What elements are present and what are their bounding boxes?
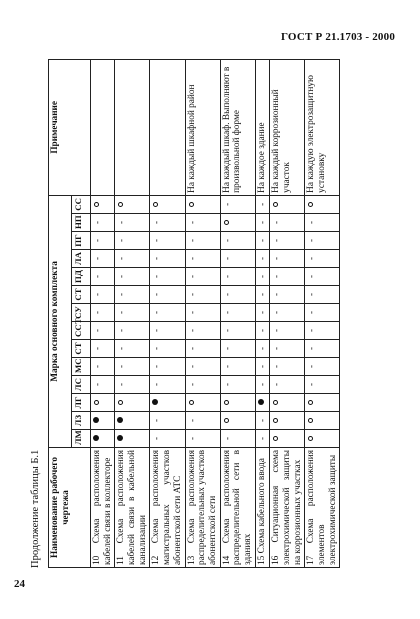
mark-cell <box>150 214 185 232</box>
mark-cell <box>185 358 220 376</box>
mark-column-header: МС <box>72 358 91 376</box>
mark-cell <box>305 340 340 358</box>
mark-cell <box>255 376 270 394</box>
dash-icon: - <box>221 293 232 296</box>
mark-column-header: ССТ <box>72 322 91 340</box>
mark-cell <box>185 430 220 448</box>
mark-cell <box>91 195 115 213</box>
mark-cell <box>150 430 185 448</box>
filled-dot-icon <box>93 418 99 424</box>
dash-icon: - <box>151 239 162 242</box>
mark-cell <box>115 340 150 358</box>
rotated-table-block <box>30 60 396 568</box>
mark-cell <box>115 214 150 232</box>
dash-icon: - <box>271 221 282 224</box>
mark-cell <box>150 340 185 358</box>
dash-icon: - <box>221 329 232 332</box>
mark-cell <box>305 394 340 412</box>
mark-cell <box>255 340 270 358</box>
dash-icon: - <box>256 347 267 350</box>
mark-cell <box>305 232 340 250</box>
mark-cell <box>115 358 150 376</box>
mark-cell <box>220 394 255 412</box>
dash-icon: - <box>186 365 197 368</box>
open-circle-icon <box>308 202 313 207</box>
marks-table <box>48 59 340 568</box>
mark-cell <box>150 268 185 286</box>
mark-cell <box>185 286 220 304</box>
mark-cell <box>185 232 220 250</box>
mark-cell <box>255 250 270 268</box>
dash-icon: - <box>256 202 267 206</box>
mark-cell <box>91 412 115 430</box>
dash-icon: - <box>92 275 102 278</box>
mark-column-header: ПГ <box>72 232 91 250</box>
mark-cell <box>150 412 185 430</box>
dash-icon: - <box>186 275 197 278</box>
mark-column-header: ЛЗ <box>72 412 91 430</box>
mark-cell <box>270 358 305 376</box>
row-note <box>115 59 150 195</box>
dash-icon: - <box>221 239 232 242</box>
mark-cell <box>270 340 305 358</box>
open-circle-icon <box>224 400 229 405</box>
mark-cell <box>150 376 185 394</box>
dash-icon: - <box>92 365 102 368</box>
mark-cell <box>220 250 255 268</box>
dash-icon: - <box>256 257 267 260</box>
dash-icon: - <box>306 383 317 386</box>
dash-icon: - <box>116 293 127 296</box>
dash-icon: - <box>221 383 232 386</box>
dash-icon: - <box>186 221 197 224</box>
mark-cell <box>91 214 115 232</box>
mark-cell <box>185 394 220 412</box>
row-note: На каждый шкаф. Выполняют в произвольной форме <box>220 59 255 195</box>
mark-cell <box>270 412 305 430</box>
mark-cell <box>255 214 270 232</box>
open-circle-icon <box>153 202 158 207</box>
row-note: На каждый коррозионный участок <box>270 59 305 195</box>
page-number: 24 <box>14 578 25 590</box>
row-name: 14 Схема расположения распределительной сети в зданиях <box>220 448 255 568</box>
table-row <box>185 59 220 567</box>
mark-cell <box>305 412 340 430</box>
mark-cell <box>220 268 255 286</box>
mark-cell <box>150 304 185 322</box>
mark-column-header: СС <box>72 195 91 213</box>
mark-cell <box>305 286 340 304</box>
dash-icon: - <box>116 347 127 350</box>
dash-icon: - <box>256 383 267 386</box>
dash-icon: - <box>221 275 232 278</box>
mark-cell <box>270 214 305 232</box>
dash-icon: - <box>116 383 127 386</box>
dash-icon: - <box>186 239 197 242</box>
mark-cell <box>91 430 115 448</box>
dash-icon: - <box>186 437 197 440</box>
row-note: На каждый шкафной район <box>185 59 220 195</box>
open-circle-icon <box>94 400 99 405</box>
mark-cell <box>270 195 305 213</box>
dash-icon: - <box>151 329 162 332</box>
dash-icon: - <box>256 275 267 278</box>
mark-cell <box>150 250 185 268</box>
dash-icon: - <box>256 311 267 314</box>
mark-cell <box>150 394 185 412</box>
mark-cell <box>150 358 185 376</box>
mark-column-header: НП <box>72 214 91 232</box>
filled-dot-icon <box>152 400 158 406</box>
dash-icon: - <box>151 293 162 296</box>
mark-cell <box>220 286 255 304</box>
mark-column-header: СТ <box>72 340 91 358</box>
mark-cell <box>91 322 115 340</box>
mark-cell <box>305 268 340 286</box>
dash-icon: - <box>271 329 282 332</box>
mark-cell <box>220 195 255 213</box>
mark-cell <box>305 358 340 376</box>
mark-cell <box>91 340 115 358</box>
mark-cell <box>220 358 255 376</box>
mark-column-header: ПД <box>72 268 91 286</box>
mark-cell <box>185 340 220 358</box>
dash-icon: - <box>186 257 197 260</box>
mark-cell <box>115 322 150 340</box>
mark-cell <box>115 250 150 268</box>
mark-cell <box>270 304 305 322</box>
mark-cell <box>220 322 255 340</box>
row-name: 12 Схема расположения магистральных участков абонентской сети АТС <box>150 448 185 568</box>
dash-icon: - <box>186 311 197 314</box>
mark-cell <box>305 214 340 232</box>
table-row <box>305 59 340 567</box>
dash-icon: - <box>92 293 102 296</box>
mark-column-header: ЛС <box>72 376 91 394</box>
dash-icon: - <box>151 383 162 386</box>
mark-cell <box>185 376 220 394</box>
mark-cell <box>270 232 305 250</box>
mark-cell <box>255 412 270 430</box>
dash-icon: - <box>306 257 317 260</box>
dash-icon: - <box>271 239 282 242</box>
mark-cell <box>150 195 185 213</box>
dash-icon: - <box>92 347 102 350</box>
dash-icon: - <box>256 437 267 440</box>
dash-icon: - <box>271 293 282 296</box>
dash-icon: - <box>116 311 127 314</box>
mark-cell <box>220 376 255 394</box>
dash-icon: - <box>186 293 197 296</box>
mark-cell <box>220 340 255 358</box>
row-note <box>91 59 115 195</box>
mark-cell <box>91 376 115 394</box>
mark-column-header: СТ <box>72 286 91 304</box>
mark-cell <box>115 232 150 250</box>
row-name: 10 Схема расположения кабелей связи в коллекторе <box>91 448 115 568</box>
dash-icon: - <box>151 257 162 260</box>
dash-icon: - <box>186 329 197 332</box>
dash-icon: - <box>186 347 197 350</box>
dash-icon: - <box>116 275 127 278</box>
dash-icon: - <box>221 257 232 260</box>
dash-icon: - <box>271 347 282 350</box>
open-circle-icon <box>224 220 229 225</box>
dash-icon: - <box>306 347 317 350</box>
dash-icon: - <box>221 347 232 350</box>
dash-icon: - <box>271 257 282 260</box>
mark-cell <box>220 304 255 322</box>
dash-icon: - <box>256 329 267 332</box>
mark-cell <box>255 394 270 412</box>
mark-cell <box>115 394 150 412</box>
dash-icon: - <box>256 221 267 224</box>
dash-icon: - <box>186 419 197 422</box>
dash-icon: - <box>151 419 162 422</box>
table-row <box>270 59 305 567</box>
dash-icon: - <box>306 221 317 224</box>
mark-cell <box>305 250 340 268</box>
dash-icon: - <box>92 239 102 242</box>
open-circle-icon <box>118 400 123 405</box>
dash-icon: - <box>151 275 162 278</box>
mark-cell <box>270 322 305 340</box>
dash-icon: - <box>306 311 317 314</box>
mark-cell <box>185 214 220 232</box>
dash-icon: - <box>151 347 162 350</box>
open-circle-icon <box>273 436 278 441</box>
dash-icon: - <box>256 293 267 296</box>
dash-icon: - <box>271 365 282 368</box>
dash-icon: - <box>92 329 102 332</box>
open-circle-icon <box>273 202 278 207</box>
mark-cell <box>305 430 340 448</box>
mark-cell <box>305 195 340 213</box>
mark-cell <box>91 232 115 250</box>
mark-cell <box>115 268 150 286</box>
row-note <box>150 59 185 195</box>
dash-icon: - <box>116 257 127 260</box>
mark-cell <box>115 286 150 304</box>
standard-header: ГОСТ Р 21.1703 - 2000 <box>281 31 396 43</box>
dash-icon: - <box>151 221 162 224</box>
dash-icon: - <box>306 275 317 278</box>
mark-column-header: ЛА <box>72 250 91 268</box>
mark-cell <box>91 250 115 268</box>
mark-cell <box>255 304 270 322</box>
mark-cell <box>220 232 255 250</box>
mark-cell <box>150 232 185 250</box>
mark-cell <box>115 195 150 213</box>
dash-icon: - <box>221 365 232 368</box>
mark-cell <box>255 430 270 448</box>
column-header-note: Примечание <box>49 59 91 195</box>
table-row <box>91 59 115 567</box>
dash-icon: - <box>271 311 282 314</box>
mark-cell <box>270 394 305 412</box>
mark-cell <box>255 286 270 304</box>
mark-cell <box>220 430 255 448</box>
mark-cell <box>91 358 115 376</box>
mark-column-header: ЛГ <box>72 394 91 412</box>
mark-cell <box>255 232 270 250</box>
dash-icon: - <box>271 383 282 386</box>
open-circle-icon <box>189 400 194 405</box>
mark-cell <box>255 322 270 340</box>
table-row <box>220 59 255 567</box>
mark-cell <box>270 430 305 448</box>
dash-icon: - <box>306 293 317 296</box>
open-circle-icon <box>308 400 313 405</box>
mark-cell <box>91 304 115 322</box>
dash-icon: - <box>306 239 317 242</box>
mark-cell <box>255 358 270 376</box>
mark-cell <box>270 286 305 304</box>
dash-icon: - <box>221 202 232 206</box>
filled-dot-icon <box>93 436 99 442</box>
mark-cell <box>185 322 220 340</box>
mark-cell <box>185 268 220 286</box>
row-name: 15 Схема кабельного ввода <box>255 448 270 568</box>
open-circle-icon <box>94 202 99 207</box>
mark-cell <box>91 286 115 304</box>
row-note: На каждое здание <box>255 59 270 195</box>
table-row <box>115 59 150 567</box>
mark-cell <box>220 412 255 430</box>
mark-cell <box>305 304 340 322</box>
open-circle-icon <box>273 418 278 423</box>
dash-icon: - <box>271 275 282 278</box>
mark-cell <box>270 268 305 286</box>
dash-icon: - <box>151 311 162 314</box>
mark-cell <box>115 304 150 322</box>
table-row <box>150 59 185 567</box>
column-header-name: Наименование рабочего чертежа <box>49 448 91 568</box>
dash-icon: - <box>151 365 162 368</box>
mark-column-header: ЛМ <box>72 430 91 448</box>
mark-cell <box>270 376 305 394</box>
mark-cell <box>150 322 185 340</box>
mark-cell <box>185 304 220 322</box>
dash-icon: - <box>116 221 127 224</box>
filled-dot-icon <box>117 436 123 442</box>
mark-cell <box>305 322 340 340</box>
open-circle-icon <box>308 436 313 441</box>
mark-column-header: СУ <box>72 304 91 322</box>
open-circle-icon <box>308 418 313 423</box>
dash-icon: - <box>256 239 267 242</box>
dash-icon: - <box>186 383 197 386</box>
dash-icon: - <box>151 437 162 440</box>
dash-icon: - <box>306 329 317 332</box>
filled-dot-icon <box>258 400 264 406</box>
header-row-top <box>49 59 72 567</box>
dash-icon: - <box>92 383 102 386</box>
dash-icon: - <box>92 221 102 224</box>
open-circle-icon <box>118 202 123 207</box>
row-name: 11 Схема расположения кабелей связи в кабельной канализации <box>115 448 150 568</box>
mark-cell <box>185 195 220 213</box>
mark-cell <box>115 430 150 448</box>
dash-icon: - <box>306 365 317 368</box>
dash-icon: - <box>256 419 267 422</box>
mark-cell <box>115 412 150 430</box>
dash-icon: - <box>221 437 232 440</box>
open-circle-icon <box>189 202 194 207</box>
row-name: 13 Схема расположения распределительных участков абонентской сети <box>185 448 220 568</box>
mark-cell <box>185 412 220 430</box>
mark-cell <box>91 268 115 286</box>
mark-cell <box>255 268 270 286</box>
mark-cell <box>91 394 115 412</box>
mark-cell <box>150 286 185 304</box>
mark-cell <box>270 250 305 268</box>
mark-cell <box>255 195 270 213</box>
column-header-marks: Марка основного комплекта <box>49 195 72 447</box>
mark-cell <box>115 376 150 394</box>
table-caption: Продолжение таблицы Б.1 <box>30 449 41 568</box>
dash-icon: - <box>256 365 267 368</box>
open-circle-icon <box>273 400 278 405</box>
dash-icon: - <box>116 329 127 332</box>
row-note: На каждую электрозащитную установку <box>305 59 340 195</box>
dash-icon: - <box>116 239 127 242</box>
mark-cell <box>185 250 220 268</box>
dash-icon: - <box>116 365 127 368</box>
mark-cell <box>305 376 340 394</box>
filled-dot-icon <box>117 418 123 424</box>
row-name: 16 Ситуационная схема электрохимической защиты на коррозионных участках <box>270 448 305 568</box>
table-row <box>255 59 270 567</box>
mark-cell <box>220 214 255 232</box>
dash-icon: - <box>92 257 102 260</box>
dash-icon: - <box>221 311 232 314</box>
dash-icon: - <box>92 311 102 314</box>
open-circle-icon <box>224 418 229 423</box>
row-name: 17 Схема расположения элементов электрохимической защиты <box>305 448 340 568</box>
